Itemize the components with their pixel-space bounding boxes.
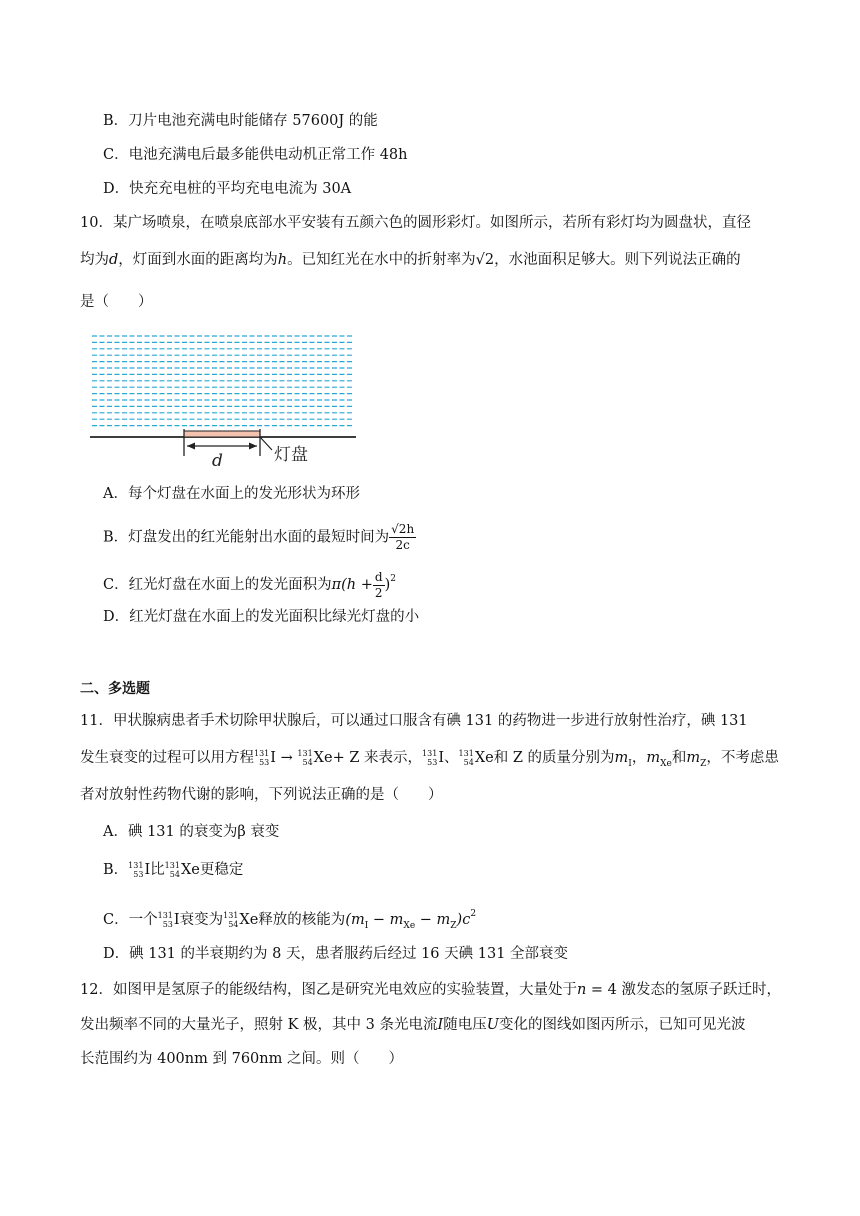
- q10-option-d: D．红光灯盘在水面上的发光面积比绿光灯盘的小: [103, 609, 420, 625]
- fountain-lamp-figure: [88, 330, 388, 470]
- q9-option-b: B．刀片电池充满电时能储存 57600J 的能: [103, 113, 378, 129]
- lamp-disk: [184, 431, 260, 437]
- lamp-label: 灯盘: [274, 445, 308, 465]
- q10-option-b: B．灯盘发出的红光能射出水面的最短时间为 $\frac{√2h}{2c}$: [103, 522, 415, 552]
- section-heading: 二、多选题: [80, 681, 150, 697]
- label-leader: [260, 437, 272, 450]
- q10-option-c: C．红光灯盘在水面上的发光面积为π(h + $\frac{d}{2}$ )$^2$: [103, 569, 396, 600]
- q11-stem-line3: 者对放射性药物代谢的影响，下列说法正确的是（ ）: [80, 787, 443, 803]
- fraction: $\frac{√2h}{2c}$: [391, 522, 415, 552]
- q12-stem-line2: 发出频率不同的大量光子，照射 K 极，其中 3 条光电流I随电压U变化的图线如图丙所示，已知可见光波: [80, 1017, 746, 1033]
- sqrt2: √2: [475, 252, 495, 268]
- q10-stem-line1: 10．某广场喷泉，在喷泉底部水平安装有五颜六色的圆形彩灯。如图所示，若所有彩灯均为圆盘状，直径: [80, 215, 751, 231]
- q12-stem-line1: 12．如图甲是氢原子的能级结构，图乙是研究光电效应的实验装置，大量处于n = 4 激发态的氢原子跃迁时，: [80, 982, 781, 998]
- q11-stem-line2: 发生衰变的过程可以用方程 131 53 I → 131 54 Xe+ Z 来表示， 131 53 I、 131 54 Xe和 Z 的质量分别为$m_I$，$m_{Xe}$和$m_Z$，不考虑患: [80, 749, 779, 769]
- q11-stem-line1: 11．甲状腺病患者手术切除甲状腺后，可以通过口服含有碘 131 的药物进一步进行放射性治疗，碘 131: [80, 713, 748, 729]
- diameter-label: d: [212, 451, 223, 470]
- q11-option-c: C．一个 131 53 I衰变为 131 54 Xe释放的核能为$(m_I - m_{Xe} - m_Z)c^2$: [103, 909, 477, 931]
- q12-stem-line3: 长范围约为 400nm 到 760nm 之间。则（ ）: [80, 1051, 403, 1067]
- q10-stem-line2: 均为d，灯面到水面的距离均为h。已知红光在水中的折射率为√2，水池面积足够大。则下列说法正确的: [80, 252, 741, 268]
- q10-option-a: A．每个灯盘在水面上的发光形状为环形: [103, 486, 360, 502]
- q11-option-d: D．碘 131 的半衰期约为 8 天，患者服药后经过 16 天碘 131 全部衰变: [103, 946, 569, 962]
- q11-option-b: B． 131 53 I比 131 54 Xe更稳定: [103, 861, 244, 879]
- q9-option-c: C．电池充满电后最多能供电动机正常工作 48h: [103, 147, 408, 163]
- q9-option-d: D．快充充电桩的平均充电电流为 30A: [103, 181, 352, 197]
- q11-option-a: A．碘 131 的衰变为β 衰变: [103, 824, 280, 840]
- water-dashes: [92, 336, 354, 426]
- q10-stem-line3: 是（ ）: [80, 294, 153, 310]
